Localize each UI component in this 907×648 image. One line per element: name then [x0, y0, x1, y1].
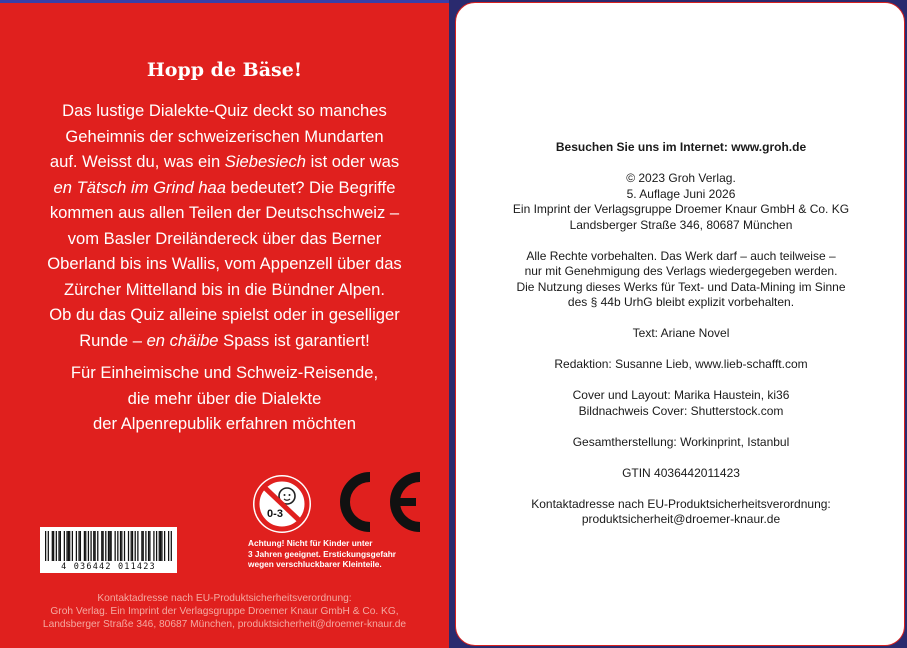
barcode-bar	[121, 531, 122, 561]
warning-line: Achtung! Nicht für Kinder unter	[248, 538, 373, 548]
description-line	[0, 277, 449, 303]
barcode-bar	[102, 531, 103, 561]
description-line	[0, 175, 449, 201]
barcode-bars	[45, 531, 172, 561]
back-cover-panel	[0, 0, 449, 648]
spacer	[456, 419, 905, 435]
barcode-bar	[109, 531, 110, 561]
imprint-line: Alle Rechte vorbehalten. Das Werk darf – auch teilweise –	[526, 248, 836, 263]
warning-line: 3 Jahren geeignet. Erstickungsgefahr	[248, 548, 397, 559]
description-text: Ob du das Quiz alleine spielst oder in geselliger	[49, 305, 400, 324]
barcode-bar	[53, 531, 54, 561]
audience-line: Für Einheimische und Schweiz-Reisende,	[70, 363, 379, 382]
barcode-bar	[60, 531, 61, 561]
barcode-bar	[168, 531, 169, 561]
description-text: ist oder was	[305, 152, 400, 171]
barcode-bar	[156, 531, 157, 561]
barcode-bar	[141, 531, 142, 561]
barcode-bar	[52, 531, 53, 561]
imprint-line: Text: Ariane Novel	[632, 326, 730, 340]
barcode-bar	[64, 531, 65, 561]
barcode-bar	[115, 531, 116, 561]
imprint-line: Bildnachweis Cover: Shutterstock.com	[578, 403, 784, 418]
description-text: auf. Weisst du, was ein	[49, 152, 225, 171]
imprint-line: © 2023 Groh Verlag.	[626, 171, 736, 185]
description-text: Das lustige Dialekte-Quiz deckt so manches	[62, 101, 387, 120]
audience-line: die mehr über die Dialekte	[127, 388, 322, 408]
barcode-bar	[69, 531, 70, 561]
spacer	[456, 481, 905, 497]
imprint-line: nur mit Genehmigung des Verlags wiedergegeben werden.	[524, 264, 838, 278]
barcode-bar	[101, 531, 102, 561]
description-line	[0, 302, 449, 328]
barcode-bar	[161, 531, 162, 561]
spacer	[456, 311, 905, 327]
imprint-text	[456, 140, 905, 528]
barcode-bar	[143, 531, 144, 561]
imprint-page	[455, 2, 905, 646]
imprint-line: 5. Auflage Juni 2026	[626, 186, 736, 201]
spacer	[456, 233, 905, 249]
audience-line: der Alpenrepublik erfahren möchten	[93, 414, 356, 433]
imprint-line: Landsberger Straße 346, 80687 München	[569, 217, 793, 232]
imprint-line: des § 44b UrhG bleibt explizit vorbehalten.	[567, 295, 795, 309]
description-text: bedeutet? Die Begriffe	[226, 177, 396, 197]
barcode-bar	[48, 531, 49, 561]
description-text: Zürcher Mittelland bis in die Bündner Alpen.	[64, 279, 385, 299]
barcode-bar	[93, 531, 94, 561]
description-text: kommen aus allen Teilen der Deutschschweiz –	[49, 203, 400, 222]
barcode-bar	[68, 531, 69, 561]
dialect-term: Siebesiech	[224, 152, 306, 171]
barcode-bar	[66, 531, 67, 561]
barcode-bar	[85, 531, 86, 561]
age-label: 0-3	[267, 508, 283, 520]
back-cover-title: Hopp de Bäse!	[146, 59, 303, 81]
barcode-bar	[45, 531, 46, 561]
barcode-bar	[145, 531, 146, 561]
imprint-line: Kontaktadresse nach EU-Produktsicherheitsverordnung:	[531, 496, 831, 511]
dialect-term: en Tätsch im Grind haa	[53, 177, 226, 197]
contact-line: Kontaktadresse nach EU-Produktsicherheitsverordnung:	[97, 593, 352, 604]
barcode-bar	[159, 531, 160, 561]
barcode-bar	[88, 531, 89, 561]
spacer	[456, 450, 905, 466]
barcode-bar	[58, 531, 59, 561]
dialect-term: en chäibe	[146, 330, 219, 350]
description-line	[0, 98, 449, 124]
barcode-bar	[105, 531, 106, 561]
barcode-number: 4 036442 011423	[61, 562, 156, 572]
description-text: Geheimnis der schweizerischen Mundarten	[65, 126, 384, 146]
description-text: vom Basler Dreiländereck über das Berner	[67, 228, 382, 248]
imprint-line: Gesamtherstellung: Workinprint, Istanbul	[572, 434, 790, 449]
description-text: Runde –	[79, 330, 147, 350]
barcode	[40, 527, 177, 573]
imprint-line: Die Nutzung dieses Werks für Text- und Data-Mining im Sinne	[516, 279, 846, 294]
description-line	[0, 149, 449, 175]
imprint-line: Ein Imprint der Verlagsgruppe Droemer Knaur GmbH & Co. KG	[512, 202, 850, 216]
spacer	[456, 156, 905, 172]
imprint-line: Cover und Layout: Marika Haustein, ki36	[572, 388, 790, 402]
imprint-line: GTIN 4036442011423	[622, 465, 740, 480]
barcode-bar	[78, 531, 79, 561]
barcode-bar	[94, 531, 95, 561]
barcode-bar	[80, 531, 81, 561]
imprint-line: produktsicherheit@droemer-knaur.de	[581, 512, 781, 526]
barcode-bar	[108, 531, 109, 561]
barcode-bar	[117, 531, 118, 561]
barcode-bar	[120, 531, 121, 561]
spacer	[456, 373, 905, 389]
barcode-bar	[84, 531, 85, 561]
description-text: Spass ist garantiert!	[218, 330, 370, 350]
back-cover-audience	[0, 360, 449, 437]
barcode-bar	[128, 531, 129, 561]
contact-line: Landsberger Straße 346, 80687 München, produktsicherheit@droemer-knaur.de	[42, 619, 407, 631]
contact-line: Groh Verlag. Ein Imprint der Verlagsgruppe Droemer Knaur GmbH & Co. KG,	[50, 606, 399, 618]
barcode-bar	[132, 531, 133, 561]
description-text: Oberland bis ins Wallis, vom Appenzell über das	[47, 254, 402, 273]
description-line	[0, 251, 449, 277]
barcode-bar	[90, 531, 91, 561]
warning-line: wegen verschluckbarer Kleinteile.	[248, 559, 382, 569]
barcode-bar	[97, 531, 98, 561]
barcode-bar	[56, 531, 57, 561]
spacer	[456, 342, 905, 358]
description-line	[0, 124, 449, 150]
barcode-bar	[148, 531, 149, 561]
barcode-bar	[124, 531, 125, 561]
barcode-bar	[171, 531, 172, 561]
imprint-line: Besuchen Sie uns im Internet: www.groh.de	[555, 140, 807, 154]
barcode-bar	[160, 531, 161, 561]
barcode-bar	[72, 531, 73, 561]
age-warning-icon	[251, 473, 313, 535]
barcode-bar	[153, 531, 154, 561]
barcode-bar	[149, 531, 150, 561]
barcode-bar	[111, 531, 112, 561]
description-line	[0, 328, 449, 354]
barcode-bar	[131, 531, 132, 561]
description-line	[0, 226, 449, 252]
barcode-bar	[164, 531, 165, 561]
description-line	[0, 200, 449, 226]
back-cover-contact	[0, 592, 449, 632]
choking-hazard-warning	[248, 538, 428, 570]
barcode-bar	[76, 531, 77, 561]
imprint-line: Redaktion: Susanne Lieb, www.lieb-schafft.com	[554, 357, 808, 371]
barcode-bar	[135, 531, 136, 561]
back-cover-description	[0, 98, 449, 353]
ce-mark-icon	[330, 469, 428, 535]
barcode-bar	[137, 531, 138, 561]
